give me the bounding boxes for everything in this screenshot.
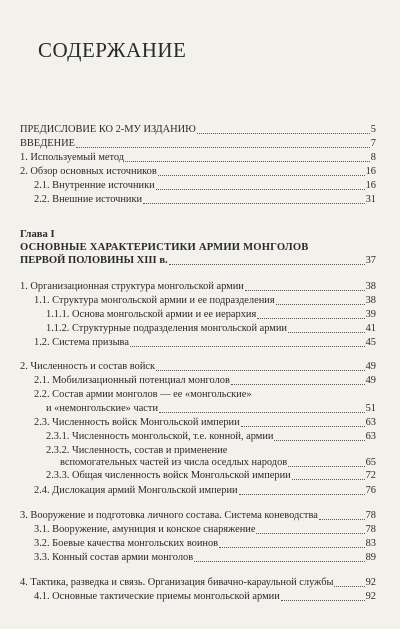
toc-entry-c21[interactable] [34, 375, 376, 387]
leader-dots [231, 375, 365, 385]
toc-entry-intro[interactable] [20, 138, 376, 150]
toc-page: 5 [370, 124, 376, 135]
leader-dots [194, 552, 364, 562]
toc-label: 2.1. Мобилизационный потенциал монголов [34, 375, 230, 386]
toc-entry-c31[interactable] [34, 524, 376, 536]
toc-label: 3.1. Вооружение, амуниция и конское снаряжение [34, 524, 256, 535]
toc-label: 2.4. Дислокация армий Монгольской империи [34, 485, 238, 496]
toc-page: 37 [365, 255, 376, 266]
toc-page: 39 [365, 309, 376, 320]
leader-dots [156, 180, 365, 190]
toc-entry-c232-line1[interactable]: 2.3.2. Численность, состав и применение [46, 445, 228, 456]
chapter-title-line2: ПЕРВОЙ ПОЛОВИНЫ XIII в. [20, 255, 168, 266]
toc-entry-c231[interactable] [46, 431, 376, 443]
toc-label: 2.1. Внутренние источники [34, 180, 155, 191]
toc-label: 3.3. Конный состав армии монголов [34, 552, 194, 563]
leader-dots [169, 255, 365, 265]
toc-page: 92 [365, 577, 376, 588]
toc-entry-c1[interactable] [20, 281, 376, 293]
toc-entry-sources[interactable] [20, 166, 376, 178]
toc-entry-c41[interactable] [34, 591, 376, 603]
toc-entry-c111[interactable] [46, 309, 376, 321]
toc-entry-c32[interactable] [34, 538, 376, 550]
toc-entry-external-sources[interactable] [34, 194, 376, 206]
toc-entry-c24[interactable] [34, 485, 376, 497]
toc-page: 38 [365, 295, 376, 306]
toc-label: 1.1.2. Структурные подразделения монгольской армии [46, 323, 287, 334]
toc-label: 1.1.1. Основа монгольской армии и ее иерархия [46, 309, 257, 320]
leader-dots [156, 361, 365, 371]
toc-page: 89 [365, 552, 376, 563]
leader-dots [143, 194, 365, 204]
toc-label: 1. Организационная структура монгольской армии [20, 281, 244, 292]
toc-page: 92 [365, 591, 376, 602]
toc-page: 38 [365, 281, 376, 292]
toc-entry-method[interactable] [20, 152, 376, 164]
toc-page: 65 [365, 457, 376, 468]
toc-page: 7 [370, 138, 376, 149]
toc-label: 2.2. Внешние источники [34, 194, 143, 205]
toc-label: 1.1. Структура монгольской армии и ее подразделения [34, 295, 275, 306]
toc-label: 2. Численность и состав войск [20, 361, 156, 372]
leader-dots [257, 309, 364, 319]
toc-label: 2.3. Численность войск Монгольской империи [34, 417, 240, 428]
toc-page: 16 [365, 180, 376, 191]
toc-page: 31 [365, 194, 376, 205]
toc-label: 3.2. Боевые качества монгольских воинов [34, 538, 219, 549]
toc-label: вспомогательных частей из числа оседлых народов [60, 457, 288, 468]
toc-page: 41 [365, 323, 376, 334]
leader-dots [130, 337, 365, 347]
toc-entry-c3[interactable] [20, 510, 376, 522]
toc-label: 1.2. Система призыва [34, 337, 129, 348]
toc-label: 2. Обзор основных источников [20, 166, 157, 177]
toc-page: 76 [365, 485, 376, 496]
leader-dots [158, 166, 365, 176]
toc-page: 51 [365, 403, 376, 414]
chapter-title-line1[interactable]: ОСНОВНЫЕ ХАРАКТЕРИСТИКИ АРМИИ МОНГОЛОВ [20, 242, 309, 253]
leader-dots [241, 417, 365, 427]
toc-label: 2.3.3. Общая численность войск Монгольской империи [46, 470, 291, 481]
toc-page: 49 [365, 361, 376, 372]
toc-page: 49 [365, 375, 376, 386]
leader-dots [334, 577, 364, 587]
toc-entry-c4[interactable] [20, 577, 376, 589]
toc-page: 45 [365, 337, 376, 348]
leader-dots [276, 295, 365, 305]
toc-page: 83 [365, 538, 376, 549]
toc-label: 4.1. Основные тактические приемы монгольской армии [34, 591, 280, 602]
toc-page: 78 [365, 510, 376, 521]
toc-page: 63 [365, 431, 376, 442]
toc-page: 16 [365, 166, 376, 177]
leader-dots [256, 524, 364, 534]
leader-dots [197, 124, 370, 134]
toc-entry-c11[interactable] [34, 295, 376, 307]
toc-page: 78 [365, 524, 376, 535]
toc-label: 3. Вооружение и подготовка личного состава. Система коневодства [20, 510, 318, 521]
leader-dots [288, 457, 364, 467]
leader-dots [125, 152, 370, 162]
toc-page: 72 [365, 470, 376, 481]
toc-entry-c232[interactable] [60, 457, 376, 469]
toc-entry-c22-line1[interactable]: 2.2. Состав армии монголов — ее «монгольские» [34, 389, 252, 400]
leader-dots [76, 138, 370, 148]
toc-entry-preface[interactable] [20, 124, 376, 136]
toc-entry-chapter1[interactable] [20, 255, 376, 267]
toc-page: 8 [370, 152, 376, 163]
toc-label: 4. Тактика, разведка и связь. Организация бивачно-караульной службы [20, 577, 334, 588]
page-title: СОДЕРЖАНИЕ [38, 38, 187, 62]
leader-dots [288, 323, 365, 333]
chapter-label: Глава I [20, 229, 55, 240]
toc-entry-c33[interactable] [34, 552, 376, 564]
leader-dots [219, 538, 365, 548]
toc-label: 1. Используемый метод [20, 152, 125, 163]
toc-entry-c22[interactable] [46, 403, 376, 415]
toc-entry-c2[interactable] [20, 361, 376, 373]
toc-entry-c12[interactable] [34, 337, 376, 349]
leader-dots [245, 281, 365, 291]
leader-dots [239, 485, 365, 495]
toc-entry-c23[interactable] [34, 417, 376, 429]
leader-dots [281, 591, 365, 601]
leader-dots [319, 510, 365, 520]
toc-entry-c112[interactable] [46, 323, 376, 335]
leader-dots [274, 431, 364, 441]
leader-dots [159, 403, 365, 413]
leader-dots [292, 470, 365, 480]
toc-label: и «немонгольские» части [46, 403, 159, 414]
toc-label: ВВЕДЕНИЕ [20, 138, 75, 149]
toc-entry-c233[interactable] [46, 470, 376, 482]
toc-page: 63 [365, 417, 376, 428]
toc-label: 2.3.1. Численность монгольской, т.е. конной, армии [46, 431, 274, 442]
toc-entry-internal-sources[interactable] [34, 180, 376, 192]
toc-label: ПРЕДИСЛОВИЕ КО 2-МУ ИЗДАНИЮ [20, 124, 196, 135]
